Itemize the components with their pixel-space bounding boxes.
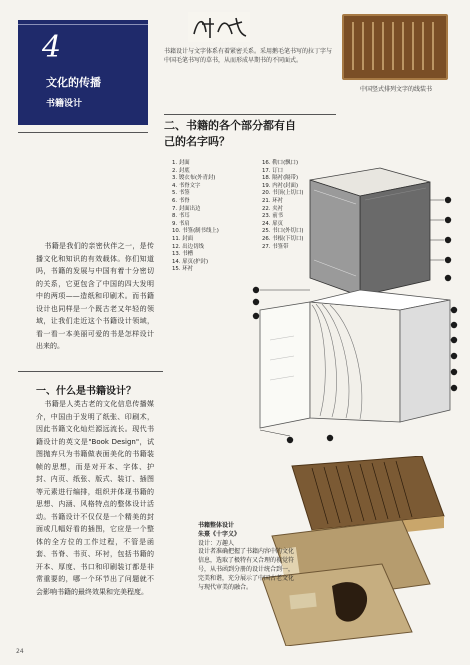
- part-item: 17. 订口: [262, 167, 284, 174]
- intro-paragraph: 书籍是我们的亲密伙伴之一，是传播文化和知识的有效载体。你们知道吗，书籍的发展与中国有着十分密切的关系，它更包含了中国的四大发明中的两项——造纸和印刷术。而书籍设计也同样是一个既古老又年轻的领域，让我们走近这个书籍设计领域，看一看一本美丽可爱的书是怎样设计出来的。: [36, 242, 154, 350]
- section1-title: 一、什么是书籍设计？: [36, 386, 136, 397]
- part-item: 26. 书根(下切口): [262, 235, 304, 242]
- section2-heading: [164, 118, 364, 150]
- section1-rule: [18, 371, 163, 372]
- scroll-image: [342, 14, 448, 80]
- part-item: 5. 书签: [172, 190, 190, 197]
- caption-heading: 书籍整体设计: [198, 522, 235, 529]
- chapter-banner: [18, 20, 148, 125]
- parts-list-left: [172, 160, 262, 274]
- chapter-subtitle: 书籍设计: [46, 99, 83, 109]
- section2-title-line2: 己的名字吗？: [164, 135, 230, 148]
- section1-body: 书籍是人类古老的文化信息传播媒介，中国由于发明了纸张、印刷术，因此书籍文化灿烂源远流长。现代书籍设计的英文是"Book Design"，试图抛弃只为书籍做表面美化的书籍装帧的思想，而是对开本、字体、护封、内页、纸张、版式、装订、插图等元素进行编排，组织并体现书籍的思想、内涵、风格特点的整体设计活动。书籍设计不仅仅是一个精美的封面或几幅好看的插图，它应是一个整体的全方位的工作过程，不管是函套、书脊、书页、环衬，包括书籍的开本、厚度、书口和印刷装订都是非常重要的，哪一个环节出了问题就不会影响书籍的最终效果和完美程度。: [36, 400, 154, 596]
- part-item: 4. 书脊文字: [172, 182, 201, 189]
- part-item: 3. 镀衣布(外青封): [172, 175, 216, 182]
- part-item: 1. 封面: [172, 160, 190, 166]
- scroll-caption: 中国竖式排列文字的线装书: [359, 86, 432, 93]
- part-item: 23. 前书: [262, 213, 284, 220]
- part-item: 16. 勒口(飘口): [262, 160, 299, 166]
- part-item: 21. 环衬: [262, 197, 284, 204]
- part-item: 7. 封面出边: [172, 205, 201, 212]
- calligraphy-image: [188, 12, 250, 42]
- book-design-caption: [198, 522, 294, 592]
- part-item: 9. 书肩: [172, 220, 190, 227]
- part-item: 12. 出边切线: [172, 243, 204, 250]
- part-item: 15. 环衬: [172, 266, 194, 273]
- part-item: 13. 书槽: [172, 251, 194, 258]
- part-item: 14. 扉页(护封): [172, 258, 209, 265]
- part-item: 22. 夹衬: [262, 205, 284, 212]
- part-item: 19. 内衬(封面): [262, 182, 299, 189]
- chapter-title: 文化的传播: [46, 76, 101, 89]
- caption-body: 设计者准确把握了书籍内容中的文化信息，选取了极特有又合理的视觉符号，从书函到分册的设计统合到一，完美和谐，充分展示了中国古老文化与现代审美的融合。: [198, 548, 295, 591]
- part-item: 20. 书顶(上切口): [262, 190, 304, 197]
- caption-book-title: 朱熹《十字义》: [198, 530, 241, 538]
- part-item: 10. 书签(制书线上): [172, 228, 219, 235]
- chapter-number: 4: [42, 30, 62, 65]
- chapter-banner-rule: [18, 24, 148, 25]
- part-item: 25. 书口(外切口): [262, 228, 304, 235]
- part-item: 6. 书脊: [172, 197, 190, 204]
- section2-rule: [164, 114, 336, 115]
- page-number: 24: [16, 648, 24, 655]
- part-item: 18. 隔衬(隔带): [262, 175, 299, 182]
- part-item: 27. 书签带: [262, 243, 289, 250]
- calligraphy-caption: 书籍设计与文字体系有着紧密关系。采用鹅毛笔书写的拉丁字与中国毛笔书写的草书，从而形成早期书的不同面式。: [164, 48, 333, 64]
- caption-designer: 设计：万趣人: [198, 539, 235, 547]
- book-anatomy-diagram: [250, 160, 460, 450]
- part-item: 8. 书耳: [172, 213, 190, 220]
- part-item: 11. 封面: [172, 235, 194, 242]
- part-item: 2. 封底: [172, 167, 190, 174]
- section2-title-line1: 二、书籍的各个部分都有自: [164, 119, 296, 132]
- part-item: 24. 扉页: [262, 220, 284, 227]
- chapter-divider: [18, 132, 148, 133]
